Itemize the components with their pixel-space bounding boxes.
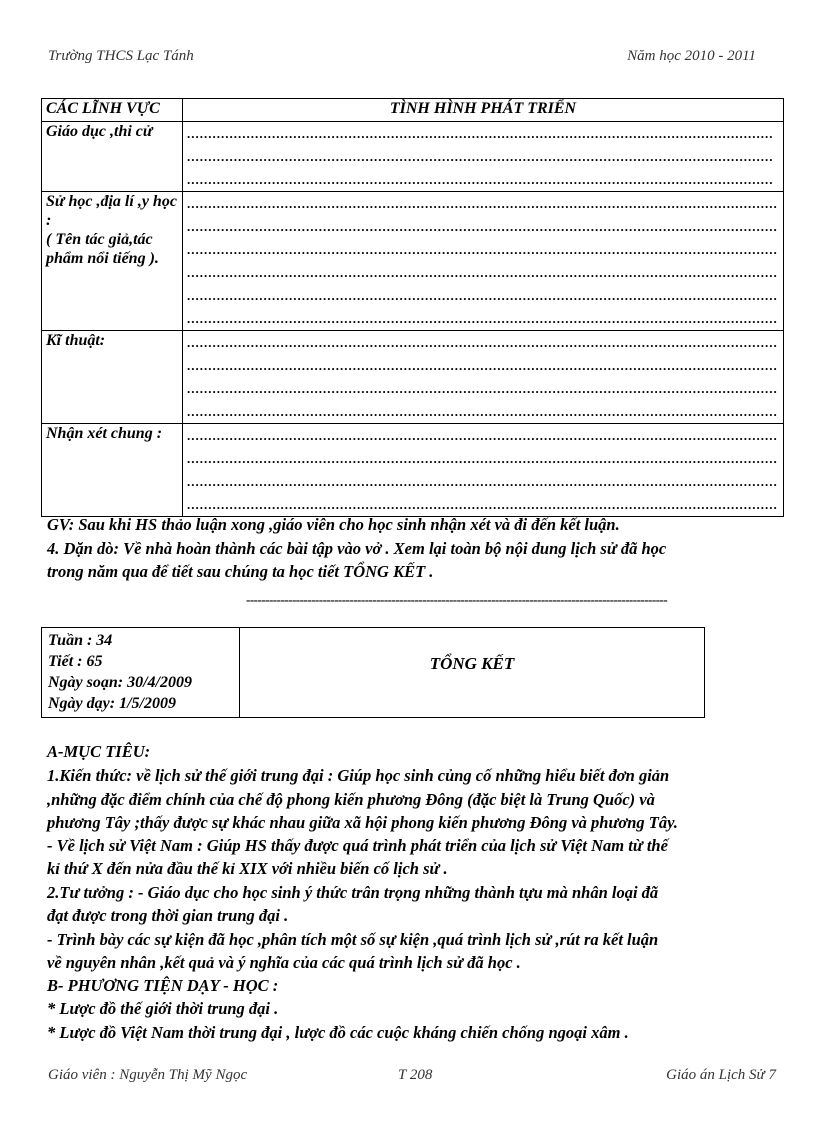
dotted-line: ...........................................................................................................................................	[187, 474, 778, 489]
school-year: Năm học 2010 - 2011	[627, 48, 756, 64]
objective-line: ,những đặc điểm chính của chế độ phong kiến phương Đông (đặc biệt là Trung Quốc) và	[47, 790, 655, 809]
date-taught: Ngày dạy: 1/5/2009	[48, 695, 176, 712]
dotted-line: ...........................................................................................................................................	[187, 451, 778, 466]
fill-in-lines[interactable]	[183, 122, 784, 192]
dotted-line: ...........................................................................................................................................	[187, 404, 778, 419]
homework-line-2: trong năm qua để tiết sau chúng ta học tiết TỔNG KẾT .	[47, 562, 434, 581]
teacher-name: Giáo viên : Nguyễn Thị Mỹ Ngọc	[48, 1067, 248, 1083]
row-label	[42, 192, 183, 331]
lesson-info-box	[41, 627, 705, 718]
objective-line: phương Tây ;thấy được sự khác nhau giữa xã hội phong kiến phương Đông và phương Tây.	[47, 813, 678, 832]
fill-in-lines[interactable]	[183, 331, 784, 424]
row-label-line: Sử học ,địa lí ,y học :	[46, 193, 177, 229]
objective-line: về nguyên nhân ,kết quả và ý nghĩa của các quá trình lịch sử đã học .	[47, 953, 521, 972]
row-label-line: ( Tên tác giả,tác phẩm nổi tiếng ).	[46, 231, 159, 267]
dotted-line: ...........................................................................................................................................	[187, 219, 778, 234]
school-name: Trường THCS Lạc Tánh	[48, 48, 194, 64]
subject-name: Giáo án Lịch Sử 7	[666, 1067, 776, 1083]
objective-line: 1.Kiến thức: về lịch sử thế giới trung đại : Giúp học sinh củng cố những hiểu biết đơn giản	[47, 766, 670, 785]
dotted-line: ...........................................................................................................................................	[187, 196, 778, 211]
lesson-meta	[42, 628, 240, 717]
objective-line: kỉ thứ X đến nửa đầu thế kỉ XIX với nhiều biến cố lịch sử .	[47, 859, 448, 878]
table-row	[42, 122, 784, 192]
dotted-line: ...........................................................................................................................................	[187, 381, 778, 396]
dotted-line: ..........................................................................................................................................	[187, 172, 774, 187]
table-header-row	[42, 99, 784, 122]
dotted-line: ...........................................................................................................................................	[187, 242, 778, 257]
dotted-line: ...........................................................................................................................................	[187, 288, 778, 303]
objective-line: B- PHƯƠNG TIỆN DẠY - HỌC :	[47, 976, 279, 995]
dotted-line: ...........................................................................................................................................	[187, 428, 778, 443]
dotted-line: ...........................................................................................................................................	[187, 358, 778, 373]
objective-line: * Lược đồ thế giới thời trung đại .	[47, 999, 279, 1018]
period-number: Tiết : 65	[48, 653, 103, 670]
dotted-line: ...........................................................................................................................................	[187, 265, 778, 280]
homework-line-1: 4. Dặn dò: Về nhà hoàn thành các bài tập vào vở . Xem lại toàn bộ nội dung lịch sử đã học	[47, 539, 667, 558]
table-row	[42, 331, 784, 424]
dotted-line: ...........................................................................................................................................	[187, 311, 778, 326]
table-row	[42, 192, 784, 331]
table-row	[42, 424, 784, 517]
objective-line: - Trình bày các sự kiện đã học ,phân tích một số sự kiện ,quá trình lịch sử ,rút ra kết luận	[47, 930, 659, 949]
dotted-line: ..........................................................................................................................................	[187, 126, 774, 141]
dotted-line: ..........................................................................................................................................	[187, 149, 774, 164]
fill-in-lines[interactable]	[183, 424, 784, 517]
objectives-heading: A-MỤC TIÊU:	[47, 742, 151, 761]
dotted-line: ...........................................................................................................................................	[187, 335, 778, 350]
fill-in-lines[interactable]	[183, 192, 784, 331]
objective-line: đạt được trong thời gian trung đại .	[47, 906, 289, 925]
dotted-line: ...........................................................................................................................................	[187, 497, 778, 512]
date-prepared: Ngày soạn: 30/4/2009	[48, 674, 192, 691]
objective-line: - Về lịch sử Việt Nam : Giúp HS thấy được quá trình phát triển của lịch sử Việt Nam từ thế	[47, 836, 668, 855]
page-number: T 208	[398, 1067, 433, 1083]
row-label: Nhận xét chung :	[42, 424, 183, 517]
objective-line: 2.Tư tưởng : - Giáo dục cho học sinh ý thức trân trọng những thành tựu mà nhân loại đã	[47, 883, 659, 902]
week-number: Tuần : 34	[48, 632, 113, 649]
row-label: Giáo dục ,thi cử	[42, 122, 183, 192]
col-development-header: TÌNH HÌNH PHÁT TRIỂN	[183, 99, 784, 122]
col-fields-header: CÁC LĨNH VỰC	[42, 99, 183, 122]
teacher-conclusion: GV: Sau khi HS thảo luận xong ,giáo viên cho học sinh nhận xét và đi đến kết luận.	[47, 515, 620, 534]
lesson-title: TỔNG KẾT	[429, 654, 515, 673]
development-table	[41, 98, 784, 517]
objective-line: * Lược đồ Việt Nam thời trung đại , lược đồ các cuộc kháng chiến chống ngoại xâm .	[47, 1023, 629, 1042]
section-divider: --------------------------------------------------------------------------------------------------------------	[246, 592, 668, 607]
row-label: Kĩ thuật:	[42, 331, 183, 424]
